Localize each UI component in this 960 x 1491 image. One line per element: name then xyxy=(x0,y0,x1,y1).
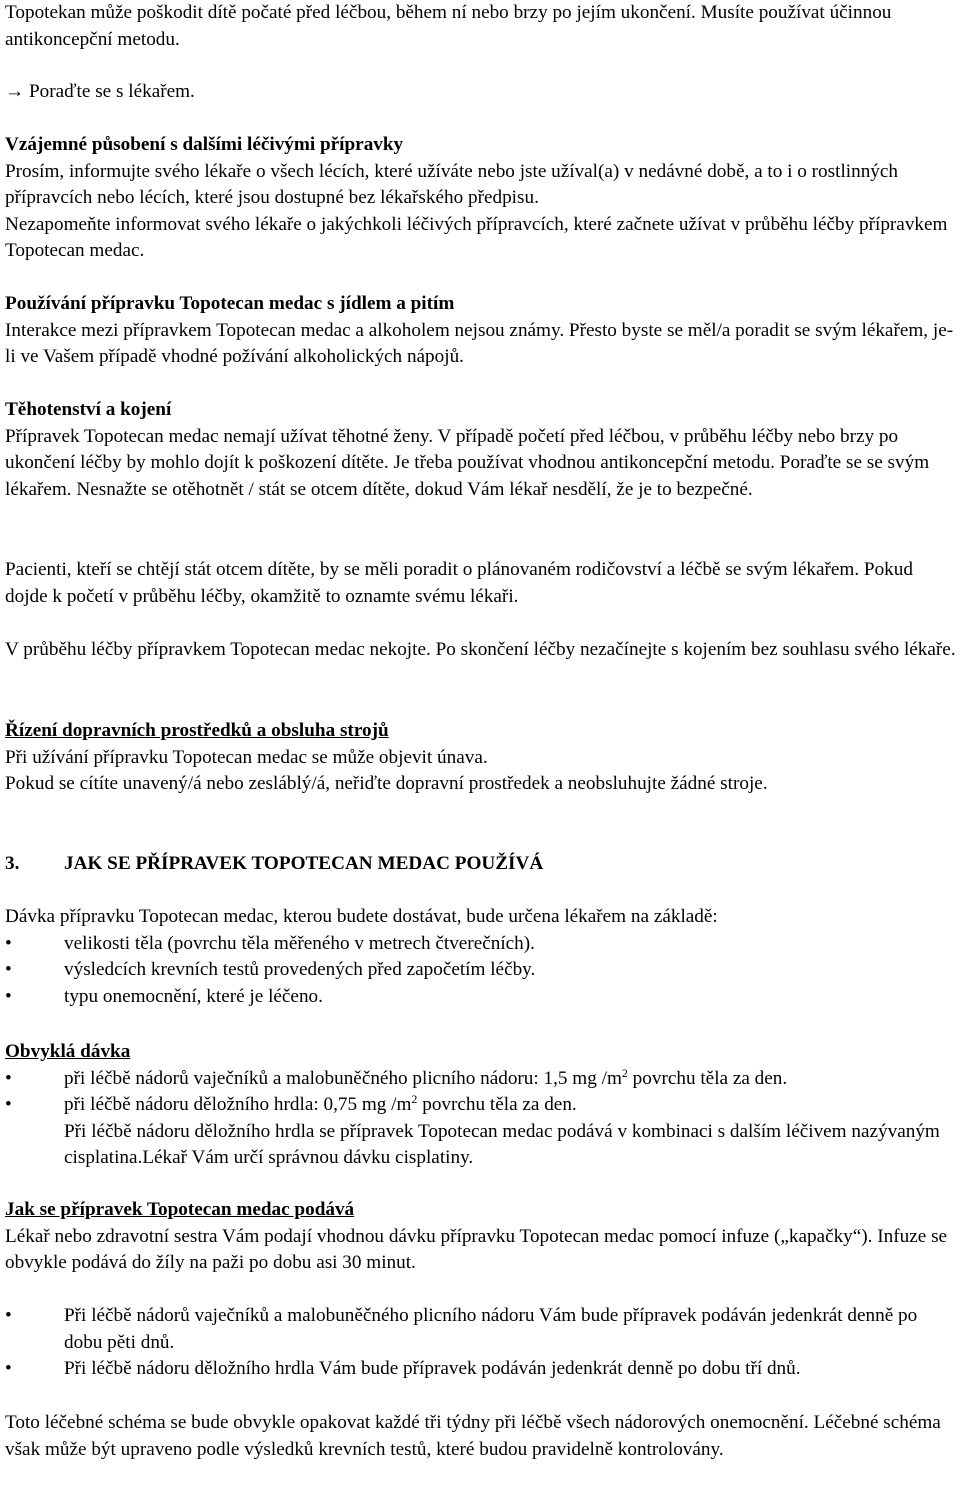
administration-section xyxy=(5,1197,957,1277)
pregnancy-paragraph-3-block xyxy=(5,637,957,664)
list-item-continuation: Při léčbě nádoru děložního hrdla se přípravek Topotecan medac podává v kombinaci s dalším léčivem nazývaným cisplatina.Lékař Vám určí správnou dávku cisplatiny. xyxy=(64,1120,940,1169)
bullet-icon: • xyxy=(5,985,12,1007)
list-item: • při léčbě nádoru děložního hrdla: 0,75 mg $/m^2$ povrchu těla za den. xyxy=(5,1092,957,1119)
administration-bullets xyxy=(5,1303,957,1383)
dose-factors xyxy=(5,904,957,1010)
interactions-paragraph-1: Prosím, informujte svého lékaře o všech lécích, které užíváte nebo jste užíval(a) v nedávné době, a to i o rostlinných přípravcích nebo lécích, které jsou dostupné bez lékařského předpisu. xyxy=(5,160,898,209)
driving-heading: Řízení dopravních prostředků a obsluha strojů xyxy=(5,720,389,741)
driving-section xyxy=(5,718,957,798)
bullet-icon: • xyxy=(5,932,12,954)
pregnancy-paragraph-3: V průběhu léčby přípravkem Topotecan medac nekojte. Po skončení léčby nezačínejte s kojením bez souhlasu svého lékaře. xyxy=(5,639,956,660)
bullet-icon: • xyxy=(5,1094,12,1116)
interactions-heading: Vzájemné působení s dalšími léčivými přípravky xyxy=(5,134,404,155)
pregnancy-paragraph-2: Pacienti, kteří se chtějí stát otcem dítěte, by se měli poradit o plánovaném rodičovství a léčbě se svým lékařem. Pokud dojde k početí v průběhu léčby, okamžitě to oznamte svému lékaři. xyxy=(5,559,913,607)
dose-intro: Dávka přípravku Topotecan medac, kterou budete dostávat, bude určena lékařem na základě: xyxy=(5,906,718,927)
advice-line xyxy=(5,79,957,106)
driving-paragraph-2: Pokud se cítíte unavený/á nebo zesláblý/á, neřiďte dopravní prostředek a neobsluhujte žádné stroje. xyxy=(5,773,768,795)
food-paragraph: Interakce mezi přípravkem Topotecan medac a alkoholem nejsou známy. Přesto byste se měl/a poradit se svým lékařem, je-li ve Vašem případě vhodné požívání alkoholických nápojů. xyxy=(5,319,954,368)
bullet-icon: • xyxy=(5,1305,12,1326)
section-number: 3. xyxy=(5,853,20,874)
bullet-icon: • xyxy=(5,1067,12,1089)
intro-paragraph: Topotekan může poškodit dítě počaté před léčbou, během ní nebo brzy po jejím ukončení. Musíte používat účinnou antikoncepční metodu. xyxy=(5,2,892,50)
interactions-section xyxy=(5,132,957,265)
food-section xyxy=(5,291,957,371)
intro-warning xyxy=(5,0,957,53)
pregnancy-heading: Těhotenství a kojení xyxy=(5,399,172,420)
interactions-paragraph-2: Nezapomeňte informovat svého lékaře o jakýchkoli léčivých přípravcích, které začnete užívat v průběhu léčby přípravkem Topotecan medac. xyxy=(5,213,948,262)
advice-text: Poraďte se s lékařem. xyxy=(28,81,195,102)
list-item: • typu onemocnění, které je léčeno. xyxy=(5,984,957,1011)
list-item: • Při léčbě nádorů vaječníků a malobuněčného plicního nádoru Vám bude přípravek podáván jedenkrát denně po dobu pěti dnů. xyxy=(5,1305,918,1353)
driving-paragraph-1: Při užívání přípravku Topotecan medac se může objevit únava. xyxy=(5,746,488,768)
section-title: JAK SE PŘÍPRAVEK TOPOTECAN MEDAC POUŽÍVÁ xyxy=(64,853,544,874)
food-heading: Používání přípravku Topotecan medac s jídlem a pitím xyxy=(5,293,455,314)
usual-dose-section xyxy=(5,1039,957,1172)
usual-dose-heading: Obvyklá dávka xyxy=(5,1041,131,1062)
schedule-paragraph: Toto léčebné schéma se bude obvykle opakovat každé tři týdny při léčbě všech nádorových onemocnění. Léčebné schéma však může být upraveno podle výsledků krevních testů, které budou pravidelně kontrolovány. xyxy=(5,1412,941,1460)
arrow-icon: → xyxy=(5,81,25,102)
pregnancy-paragraph-2-block xyxy=(5,557,957,610)
administration-paragraph-1: Lékař nebo zdravotní sestra Vám podají vhodnou dávku přípravku Topotecan medac pomocí infuze („kapačky“). Infuze se obvykle podává do žíly na paži po dobu asi 30 minut. xyxy=(5,1225,948,1274)
section-3-title xyxy=(5,851,543,878)
bullet-icon: • xyxy=(5,1358,12,1380)
pregnancy-section xyxy=(5,397,957,503)
list-item: • velikosti těla (povrchu těla měřeného v metrech čtverečních). xyxy=(5,931,957,958)
schedule-paragraph-block xyxy=(5,1410,957,1463)
bullet-icon: • xyxy=(5,959,12,981)
pregnancy-paragraph-1: Přípravek Topotecan medac nemají užívat těhotné ženy. V případě početí před léčbou, v průběhu léčby nebo brzy po ukončení léčby by mohlo dojít k poškození dítěte. Je třeba používat vhodnou antikoncepční metodu. Poraďte se se svým lékařem. Nesnažte se otěhotnět / stát se otcem dítěte, dokud Vám lékař nesdělí, že je to bezpečné. xyxy=(5,425,930,500)
list-item: • při léčbě nádorů vaječníků a malobuněčného plicního nádoru: 1,5 mg $/m^2$ povrchu těla za den. xyxy=(5,1066,957,1093)
administration-heading: Jak se přípravek Topotecan medac podává xyxy=(5,1199,355,1220)
list-item: • výsledcích krevních testů provedených před započetím léčby. xyxy=(5,957,957,984)
list-item: • Při léčbě nádoru děložního hrdla Vám bude přípravek podáván jedenkrát denně po dobu tří dnů. xyxy=(5,1356,957,1383)
